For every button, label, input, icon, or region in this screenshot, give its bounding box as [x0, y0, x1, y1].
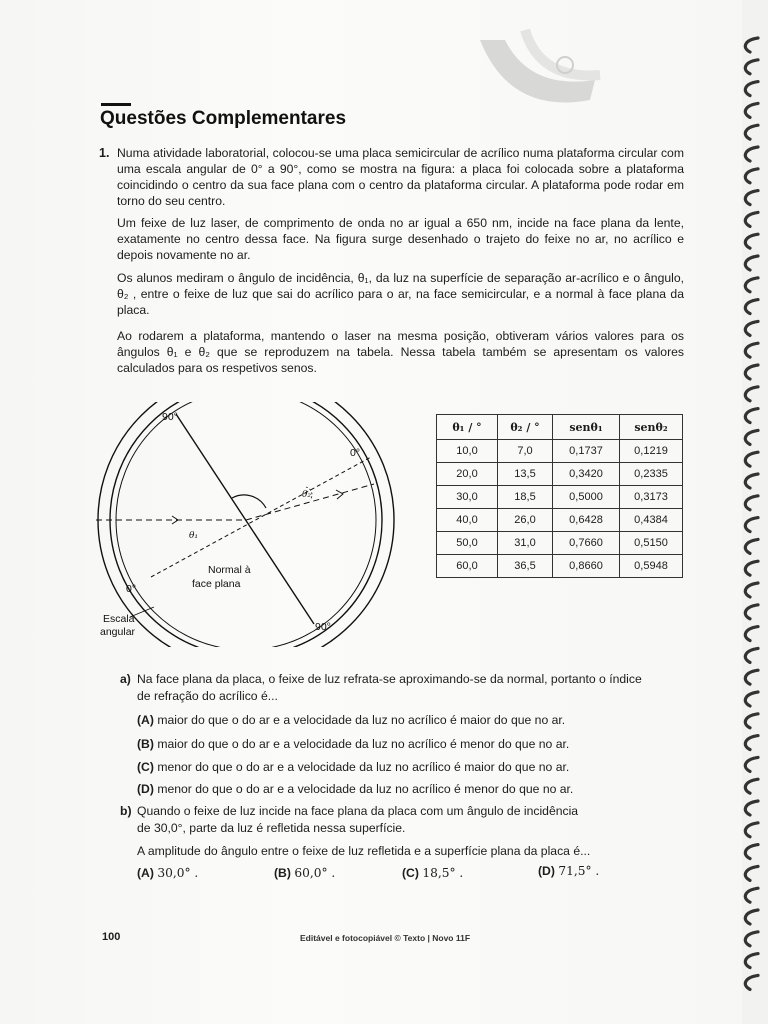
binding-ring — [745, 539, 758, 553]
binding-ring — [745, 169, 758, 183]
binding-ring — [745, 605, 758, 619]
binding-ring — [745, 60, 758, 74]
binding-ring — [745, 191, 758, 205]
binding-ring — [745, 648, 758, 662]
table-cell: 0,3173 — [620, 486, 683, 509]
label-90-bottom: 90° — [315, 621, 331, 633]
option-letter: (B) — [137, 737, 154, 751]
part-a-option-d — [137, 781, 573, 797]
binding-ring — [745, 343, 758, 357]
scale-label-line2: angular — [100, 626, 136, 638]
table-cell: 0,5000 — [553, 486, 620, 509]
part-a-stem-line1: Na face plana da placa, o feixe de luz refrata-se aproximando-se da normal, portanto o índice — [137, 672, 642, 686]
option-letter: (A) — [137, 713, 154, 727]
binding-ring — [745, 518, 758, 532]
part-b-option-a — [137, 865, 198, 881]
header-sin-theta2: senθ₂ — [620, 415, 683, 440]
decorative-corner-graphic — [470, 20, 610, 140]
table-cell: 0,3420 — [553, 463, 620, 486]
table-cell: 0,2335 — [620, 463, 683, 486]
binding-ring — [745, 212, 758, 226]
table-cell: 0,1219 — [620, 440, 683, 463]
table-cell: 0,6428 — [553, 509, 620, 532]
incident-arrow — [172, 516, 178, 524]
part-a-option-c — [137, 759, 569, 775]
binding-ring — [745, 474, 758, 488]
binding-ring — [745, 670, 758, 684]
question-paragraph-4: Ao rodarem a plataforma, mantendo o laser na mesma posição, obtiveram vários valores para os ângulos θ₁ e θ₂ que se reproduzem na tabela. Nessa tabela também se apresentam os valores calculados para os respetivos senos. — [117, 329, 684, 375]
part-a-stem-line2: de refração do acrílico é... — [137, 689, 278, 703]
option-text: maior do que o do ar e a velocidade da luz no acrílico é maior do que no ar. — [157, 713, 566, 727]
binding-ring — [745, 975, 758, 989]
normal-line — [151, 457, 371, 577]
binding-ring — [745, 496, 758, 510]
table-cell: 18,5 — [498, 486, 553, 509]
binding-ring — [745, 321, 758, 335]
binding-ring — [745, 278, 758, 292]
table-cell: 26,0 — [498, 509, 553, 532]
question-intro: Numa atividade laboratorial, colocou-se uma placa semicircular de acrílico numa plataforma circular com uma escala angular de 0° a 90°, como se mostra na figura: a placa foi colocada sobre a plataforma coincidindo o centro da sua face plana com o centro da plataforma circular. A plataforma pode rodar em torno do seu centro. — [117, 146, 684, 208]
part-a-option-a — [137, 712, 565, 728]
binding-ring — [745, 583, 758, 597]
question-number: 1. — [99, 146, 110, 160]
table-row — [437, 463, 683, 486]
theta1-label: θ₁ — [189, 531, 199, 541]
table-cell: 0,1737 — [553, 440, 620, 463]
table-cell: 40,0 — [437, 509, 498, 532]
table-row — [437, 555, 683, 578]
label-0-right: 0° — [350, 447, 361, 459]
binding-ring — [745, 256, 758, 270]
page-number: 100 — [102, 931, 121, 943]
binding-ring — [745, 757, 758, 771]
binding-ring — [745, 779, 758, 793]
binding-ring — [745, 888, 758, 902]
option-letter: (C) — [137, 760, 154, 774]
binding-ring — [745, 409, 758, 423]
binding-ring — [745, 714, 758, 728]
option-text: 18,5° . — [422, 866, 464, 880]
binding-ring — [745, 932, 758, 946]
binding-ring — [745, 954, 758, 968]
option-letter: (D) — [538, 864, 555, 878]
binding-ring — [745, 300, 758, 314]
binding-ring — [745, 147, 758, 161]
binding-ring — [745, 845, 758, 859]
table-header-row — [437, 415, 683, 440]
label-0-left: 0° — [126, 583, 137, 595]
table-cell: 60,0 — [437, 555, 498, 578]
table-cell: 0,8660 — [553, 555, 620, 578]
option-text: maior do que o do ar e a velocidade da luz no acrílico é menor do que no ar. — [157, 737, 570, 751]
normal-label-line2: face plana — [192, 578, 241, 590]
binding-ring — [745, 801, 758, 815]
part-b-stem-line3: A amplitude do ângulo entre o feixe de luz refletida e a superfície plana da placa é... — [137, 844, 591, 858]
binding-ring — [745, 452, 758, 466]
option-letter: (A) — [137, 866, 154, 880]
binding-ring — [745, 430, 758, 444]
angles-table — [436, 414, 683, 578]
section-title: Questões Complementares — [100, 108, 347, 129]
option-letter: (B) — [274, 866, 291, 880]
table-cell: 10,0 — [437, 440, 498, 463]
option-text: 71,5° . — [558, 864, 600, 878]
refraction-figure — [96, 402, 396, 647]
table-cell: 0,4384 — [620, 509, 683, 532]
table-cell: 0,5948 — [620, 555, 683, 578]
header-theta2: θ₂ / ° — [498, 415, 553, 440]
table-cell: 36,5 — [498, 555, 553, 578]
table-row — [437, 532, 683, 555]
table-cell: 31,0 — [498, 532, 553, 555]
binding-ring — [745, 866, 758, 880]
binding-ring — [745, 103, 758, 117]
table-cell: 0,5150 — [620, 532, 683, 555]
table-cell: 30,0 — [437, 486, 498, 509]
header-sin-theta1: senθ₁ — [553, 415, 620, 440]
part-a-label: a) — [120, 672, 131, 686]
table-cell: 50,0 — [437, 532, 498, 555]
part-b-label: b) — [120, 804, 132, 818]
option-text: menor do que o do ar e a velocidade da luz no acrílico é maior do que no ar. — [157, 760, 570, 774]
binding-ring — [745, 692, 758, 706]
binding-ring — [745, 627, 758, 641]
question-paragraph-3: Os alunos mediram o ângulo de incidência, θ₁, da luz na superfície de separação ar-acrílico e o ângulo, θ₂ , entre o feixe de luz que sai do acrílico para o ar, na face semicircular, e a normal à face plana da placa. — [117, 271, 684, 317]
inner-ring — [110, 402, 382, 647]
spiral-binding — [736, 20, 766, 1020]
binding-ring — [745, 736, 758, 750]
binding-ring — [745, 561, 758, 575]
binding-ring — [745, 125, 758, 139]
table-cell: 7,0 — [498, 440, 553, 463]
binding-ring — [745, 38, 758, 52]
outer-ring — [98, 402, 394, 647]
plate-flat-face — [176, 414, 314, 624]
option-text: 60,0° . — [294, 866, 336, 880]
table-row — [437, 486, 683, 509]
label-90-top: 90° — [162, 411, 178, 423]
title-rule — [101, 103, 131, 106]
option-text: menor do que o do ar e a velocidade da luz no acrílico é menor do que no ar. — [157, 782, 574, 796]
footer-copyright: Editável e fotocopiável © Texto | Novo 11F — [300, 933, 471, 943]
option-letter: (D) — [137, 782, 154, 796]
table-cell: 0,7660 — [553, 532, 620, 555]
part-b-stem-line2: de 30,0°, parte da luz é refletida nessa superfície. — [137, 821, 406, 835]
part-b-option-d — [538, 863, 599, 879]
theta2-label: θ₂ — [302, 490, 312, 500]
option-text: 30,0° . — [157, 866, 199, 880]
table-row — [437, 509, 683, 532]
binding-ring — [745, 82, 758, 96]
part-b-option-c — [402, 865, 463, 881]
binding-ring — [745, 365, 758, 379]
part-b-stem-line1: Quando o feixe de luz incide na face plana da placa com um ângulo de incidência — [137, 804, 579, 818]
table-row — [437, 440, 683, 463]
table-cell: 20,0 — [437, 463, 498, 486]
table-cell: 13,5 — [498, 463, 553, 486]
binding-ring — [745, 234, 758, 248]
part-b-option-b — [274, 865, 335, 881]
part-a-option-b — [137, 736, 569, 752]
normal-label-line1: Normal à — [208, 564, 251, 576]
binding-ring — [745, 910, 758, 924]
scale-label-line1: Escala — [103, 613, 135, 625]
binding-ring — [745, 387, 758, 401]
platform-center-ring — [116, 402, 376, 647]
header-theta1: θ₁ / ° — [437, 415, 498, 440]
option-letter: (C) — [402, 866, 419, 880]
question-paragraph-2: Um feixe de luz laser, de comprimento de onda no ar igual a 650 nm, incide na face plana da lente, exatamente no centro dessa face. Na figura surge desenhado o trajeto do feixe no ar, no acrílico e depois novamente no ar. — [117, 216, 684, 262]
binding-ring — [745, 823, 758, 837]
